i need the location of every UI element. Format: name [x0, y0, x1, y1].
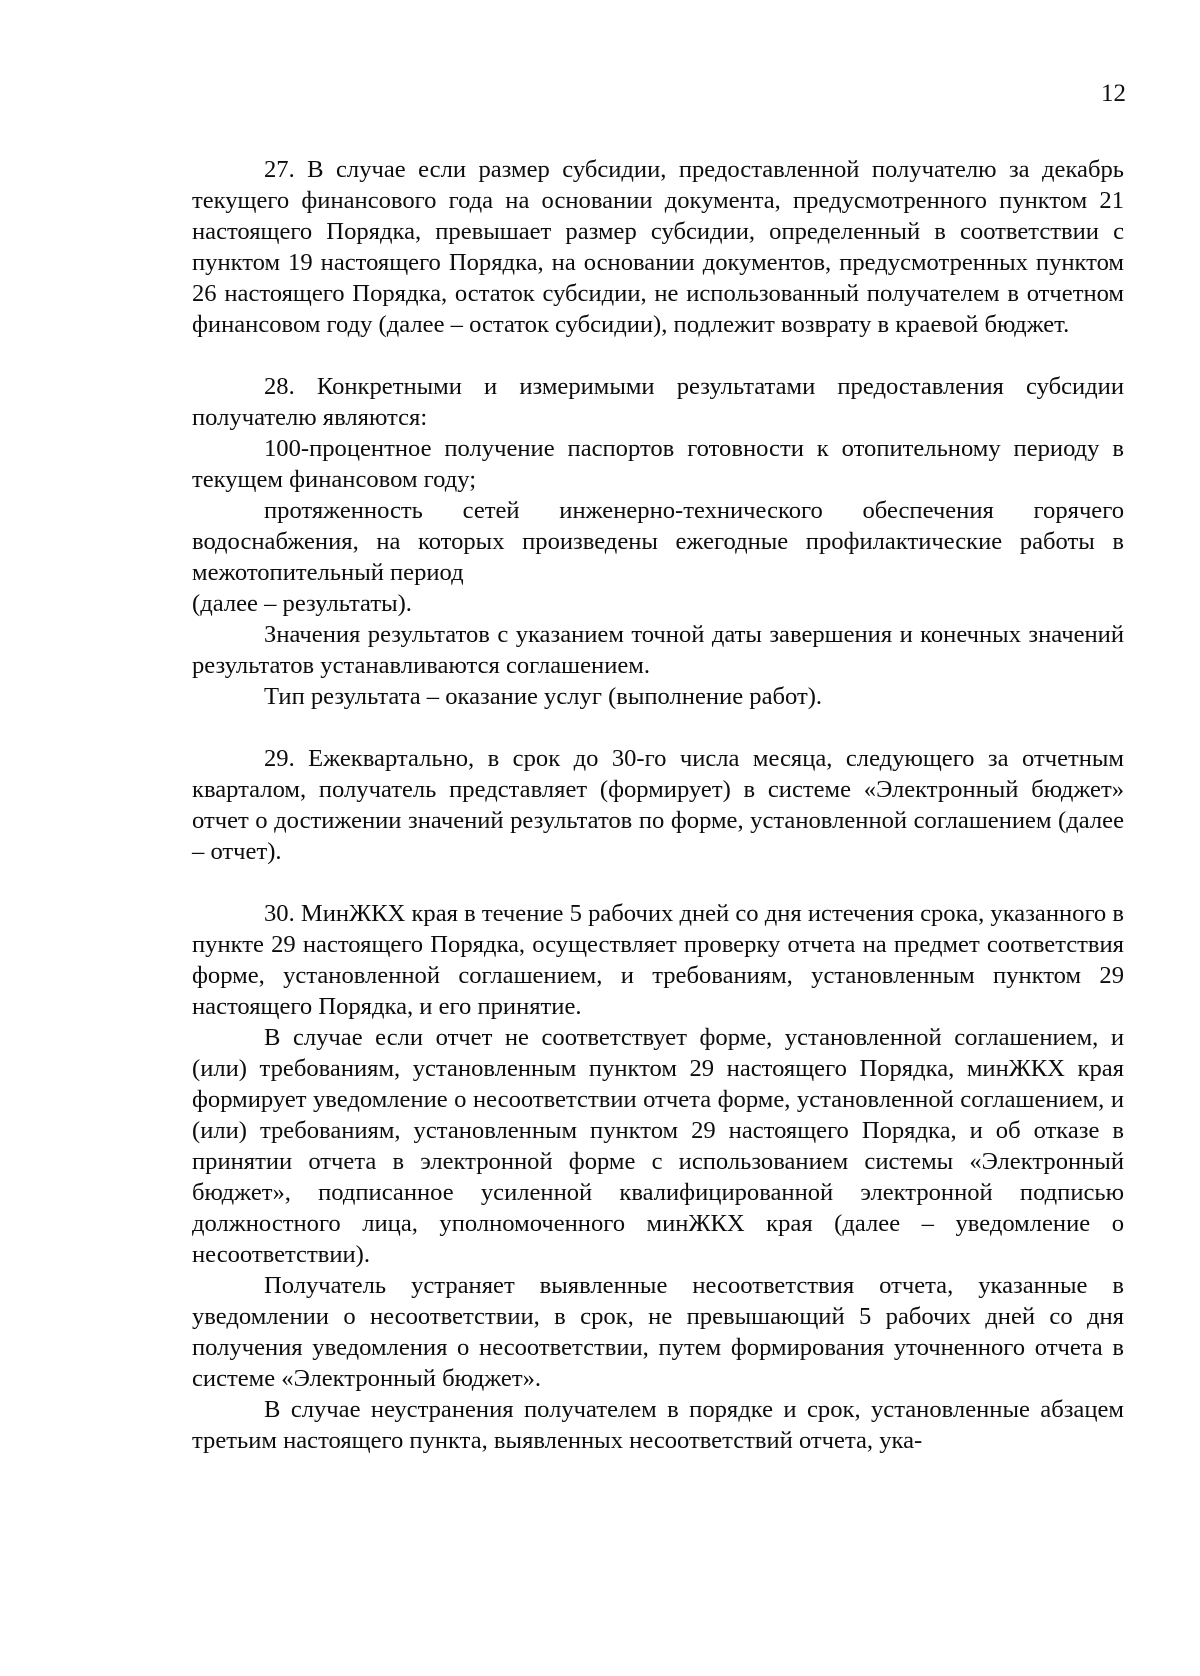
- paragraph-30-noncompliance: В случае если отчет не соответствует форме, установленной соглашением, и (или) требованиям, установленным пунктом 29 настоящего Порядка, минЖКХ края формирует уведомление о несоответствии отчета форме, установленной соглашением, и (или) требованиям, установленным пунктом 29 настоящего Порядка, и об отказе в принятии отчета в электронной форме с использованием системы «Электронный бюджет», подписанное усиленной квалифицированной электронной подписью должностного лица, уполномоченного минЖКХ края (далее – уведомление о несоответствии).: [192, 1024, 1124, 1268]
- paragraph-gap: [192, 340, 1124, 371]
- paragraph-28-type: Тип результата – оказание услуг (выполнение работ).: [264, 683, 823, 710]
- paragraph-27: 27. В случае если размер субсидии, предоставленной получателю за декабрь текущего финансового года на основании документа, предусмотренного пунктом 21 настоящего Порядка, превышает размер субсидии, определенный в соответствии с пунктом 19 настоящего Порядка, на основании документов, предусмотренных пунктом 26 настоящего Порядка, остаток субсидии, не использованный получателем в отчетном финансовом году (далее – остаток субсидии), подлежит возврату в краевой бюджет.: [192, 156, 1124, 338]
- paragraph-28-results-note: (далее – результаты).: [192, 590, 412, 617]
- page-number: 12: [1101, 80, 1126, 107]
- paragraph-gap: [192, 867, 1124, 898]
- paragraph-28-values: Значения результатов с указанием точной даты завершения и конечных значений результатов устанавливаются соглашением.: [192, 621, 1124, 679]
- paragraph-28-result-1: 100-процентное получение паспортов готовности к отопительному периоду в текущем финансовом году;: [192, 435, 1124, 493]
- paragraph-30: 30. МинЖКХ края в течение 5 рабочих дней со дня истечения срока, указанного в пункте 29 настоящего Порядка, осуществляет проверку отчета на предмет соответствия форме, установленной соглашением, и требованиям, установленным пунктом 29 настоящего Порядка, и его принятие.: [192, 900, 1124, 1020]
- paragraph-28-intro: 28. Конкретными и измеримыми результатами предоставления субсидии получателю являются:: [192, 373, 1124, 431]
- paragraph-28-result-2: протяженность сетей инженерно-технического обеспечения горячего водоснабжения, на которых произведены ежегодные профилактические работы в межотопительный период: [192, 497, 1124, 586]
- paragraph-30-correction: Получатель устраняет выявленные несоответствия отчета, указанные в уведомлении о несоответствии, в срок, не превышающий 5 рабочих дней со дня получения уведомления о несоответствии, путем формирования уточненного отчета в системе «Электронный бюджет».: [192, 1272, 1124, 1392]
- paragraph-29: 29. Ежеквартально, в срок до 30-го числа месяца, следующего за отчетным кварталом, получатель представляет (формирует) в системе «Электронный бюджет» отчет о достижении значений результатов по форме, установленной соглашением (далее – отчет).: [192, 745, 1124, 865]
- paragraph-gap: [192, 712, 1124, 743]
- document-body: [192, 154, 1124, 1456]
- paragraph-30-failure: В случае неустранения получателем в порядке и срок, установленные абзацем третьим настоящего пункта, выявленных несоответствий отчета, ука-: [192, 1396, 1124, 1454]
